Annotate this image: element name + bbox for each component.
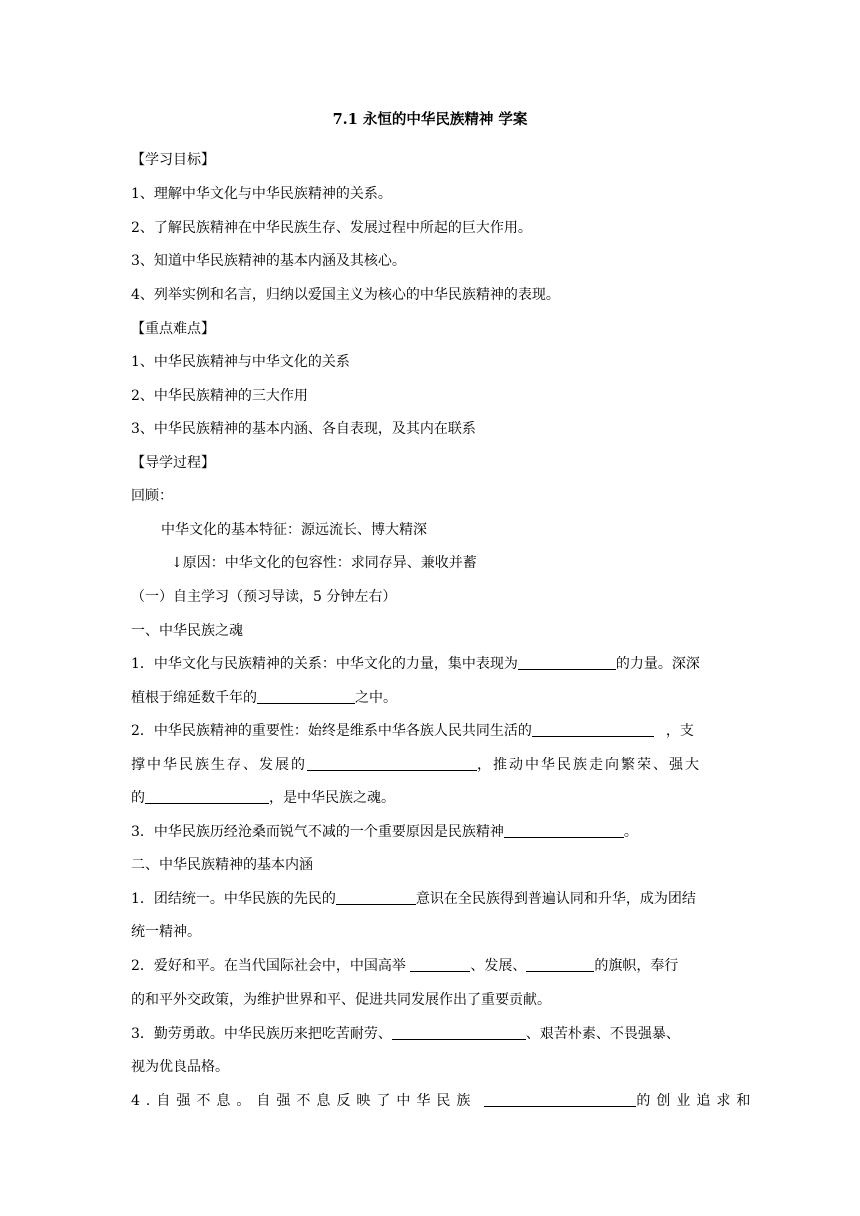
answer-blank[interactable] [257,689,355,704]
key-point-item: 2、中华民族精神的三大作用 [131,388,308,404]
review-line: ↓原因：中华文化的包容性：求同存异、兼收并蓄 [171,555,477,571]
question-3: 3．中华民族历经沧桑而锐气不减的一个重要原因是民族精神 。 [131,824,638,840]
item-4-line1: 4.自强不息。自强不息反映了中华民族 的创业追求和 [131,1093,757,1109]
question-1-line2: 植根于绵延数千年的 之中。 [131,690,397,706]
answer-blank[interactable] [392,1025,526,1040]
goal-item: 3、知道中华民族精神的基本内涵及其核心。 [131,253,406,269]
goal-item: 4、列举实例和名言，归纳以爱国主义为核心的中华民族精神的表现。 [131,287,560,303]
answer-blank[interactable] [336,890,416,905]
item-3-line2: 视为优良品格。 [131,1059,229,1075]
key-points-header: 【重点难点】 [131,321,215,337]
key-point-item: 3、中华民族精神的基本内涵、各自表现，及其内在联系 [131,421,476,437]
self-study-heading: （一）自主学习（预习导读，5 分钟左右） [131,589,397,605]
review-label: 回顾： [131,488,173,504]
question-2-line3: 的 ，是中华民族之魂。 [131,790,395,806]
review-line: 中华文化的基本特征：源远流长、博大精深 [161,522,427,538]
item-2-line1: 2．爱好和平。在当代国际社会中，中国高举 、发展、 的旗帜，奉行 [131,958,679,974]
answer-blank[interactable] [145,789,269,804]
key-point-item: 1、中华民族精神与中华文化的关系 [131,354,350,370]
part1-header: 一、中华民族之魂 [131,623,243,639]
answer-blank[interactable] [526,957,594,972]
question-2-line1: 2．中华民族精神的重要性：始终是维系中华各族人民共同生活的 ，支 [131,723,694,739]
item-2-line2: 的和平外交政策，为维护世界和平、促进共同发展作出了重要贡献。 [131,992,551,1008]
answer-blank[interactable] [504,823,624,838]
question-2-line2: 撑中华民族生存、发展的 ，推动中华民族走向繁荣、强大 [131,757,701,773]
goal-item: 2、了解民族精神在中华民族生存、发展过程中所起的巨大作用。 [131,220,532,236]
page-title: 7.1 永恒的中华民族精神 学案 [332,111,528,128]
item-1-line1: 1．团结统一。中华民族的先民的 意识在全民族得到普遍认同和升华，成为团结 [131,891,696,907]
item-3-line1: 3．勤劳勇敢。中华民族历来把吃苦耐劳、 、艰苦朴素、不畏强暴、 [131,1026,680,1042]
goal-item: 1、理解中华文化与中华民族精神的关系。 [131,186,392,202]
question-1-line1: 1．中华文化与民族精神的关系：中华文化的力量，集中表现为 的力量。深深 [131,656,700,672]
process-header: 【导学过程】 [131,455,215,471]
answer-blank[interactable] [484,1092,636,1107]
answer-blank[interactable] [532,722,654,737]
goals-header: 【学习目标】 [131,152,215,168]
part2-header: 二、中华民族精神的基本内涵 [131,857,313,873]
answer-blank[interactable] [410,957,470,972]
answer-blank[interactable] [307,756,477,771]
answer-blank[interactable] [518,655,616,670]
item-1-line2: 统一精神。 [131,924,201,940]
